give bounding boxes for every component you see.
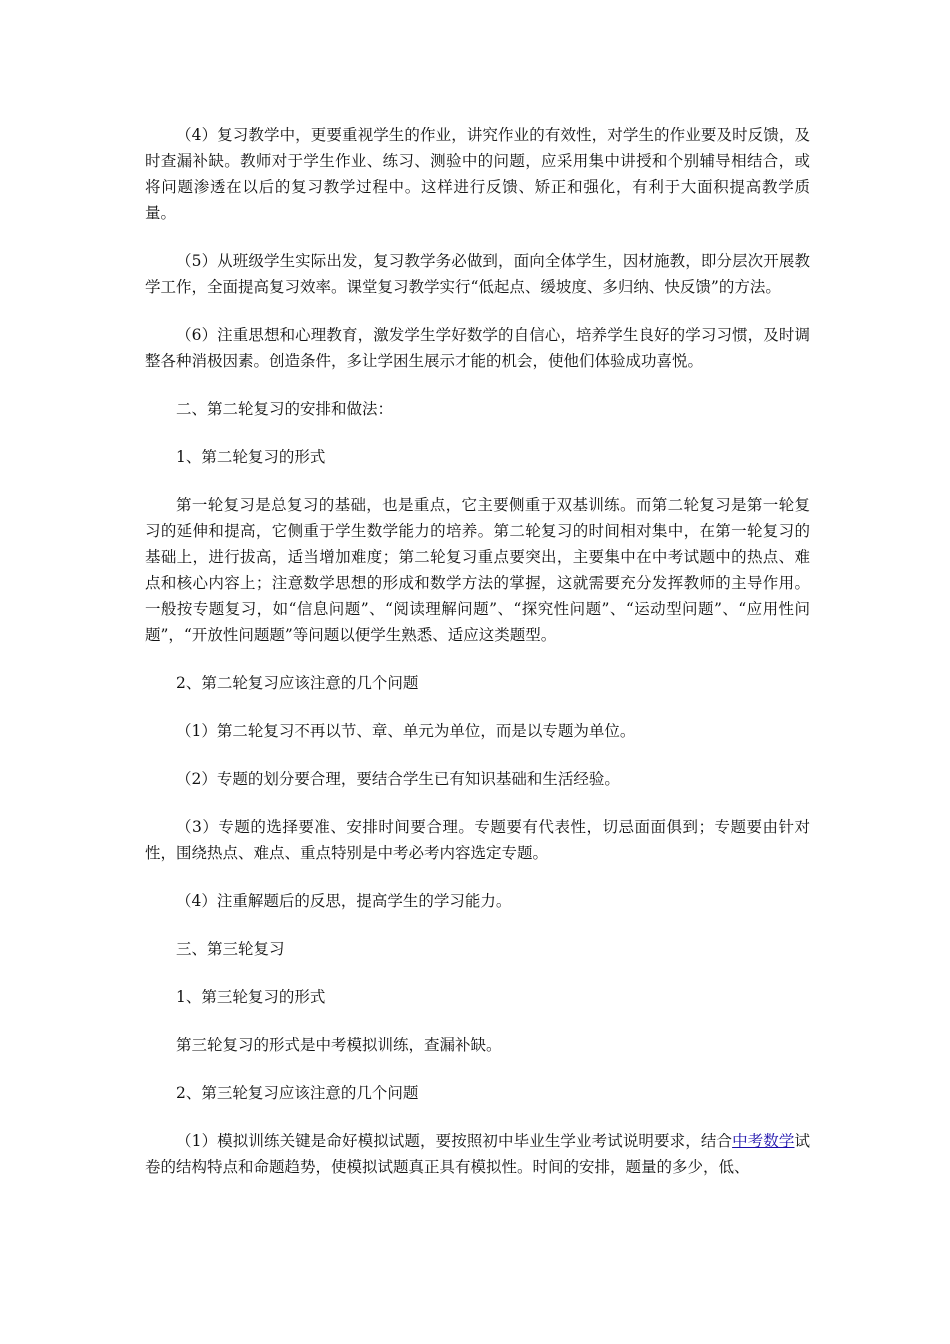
paragraph-class-reality: （5）从班级学生实际出发，复习教学务必做到，面向全体学生，因材施教，即分层次开展教学工作，全面提高复习效率。课堂复习教学实行“低起点、缓坡度、多归纳、快反馈”的方法。 <box>145 252 810 296</box>
section-heading-second-round: 二、第二轮复习的安排和做法： <box>176 400 394 418</box>
subheading-third-round-form: 1、第三轮复习的形式 <box>176 988 326 1006</box>
list-item-topic-selection: （3）专题的选择要准、安排时间要合理。专题要有代表性，切忌面面俱到；专题要由针对性，围绕热点、难点、重点特别是中考必考内容选定专题。 <box>145 818 810 862</box>
subheading-second-round-form: 1、第二轮复习的形式 <box>176 448 326 466</box>
subheading-second-round-issues: 2、第二轮复习应该注意的几个问题 <box>176 674 419 692</box>
paragraph-third-round-form: 第三轮复习的形式是中考模拟训练，查漏补缺。 <box>176 1036 502 1054</box>
paragraph-psychology-education: （6）注重思想和心理教育，激发学生学好数学的自信心，培养学生良好的学习习惯，及时调整各种消极因素。创造条件，多让学困生展示才能的机会，使他们体验成功喜悦。 <box>145 326 810 370</box>
subheading-third-round-issues: 2、第三轮复习应该注意的几个问题 <box>176 1084 419 1102</box>
paragraph-homework-feedback: （4）复习教学中，更要重视学生的作业，讲究作业的有效性，对学生的作业要及时反馈，及时查漏补缺。教师对于学生作业、练习、测验中的问题，应采用集中讲授和个别辅导相结合，或将问题渗透在以后的复习教学过程中。这样进行反馈、矫正和强化，有利于大面积提高教学质量。 <box>145 126 810 222</box>
document-body <box>145 122 810 1202</box>
mock-training-text-after: 试卷的结构特点和命题趋势，使模拟试题真正具有模拟性。时间的安排，题量的多少，低、 <box>145 1132 810 1176</box>
math-exam-link[interactable]: 中考数学 <box>732 1132 795 1150</box>
list-item-reflection: （4）注重解题后的反思，提高学生的学习能力。 <box>176 892 512 910</box>
mock-training-text-before: （1）模拟训练关键是命好模拟试题，要按照初中毕业生学业考试说明要求，结合 <box>176 1132 733 1150</box>
paragraph-mock-training <box>145 1128 810 1180</box>
list-item-topic-unit: （1）第二轮复习不再以节、章、单元为单位，而是以专题为单位。 <box>176 722 636 740</box>
list-item-topic-division: （2）专题的划分要合理，要结合学生已有知识基础和生活经验。 <box>176 770 620 788</box>
section-heading-third-round: 三、第三轮复习 <box>176 940 285 958</box>
paragraph-second-round-description: 第一轮复习是总复习的基础，也是重点，它主要侧重于双基训练。而第二轮复习是第一轮复习的延伸和提高，它侧重于学生数学能力的培养。第二轮复习的时间相对集中，在第一轮复习的基础上，进行拔高，适当增加难度；第二轮复习重点要突出，主要集中在中考试题中的热点、难点和核心内容上；注意数学思想的形成和数学方法的掌握，这就需要充分发挥教师的主导作用。一般按专题复习，如“信息问题”、“阅读理解问题”、“探究性问题”、“运动型问题”、“应用性问题”，“开放性问题题”等问题以便学生熟悉、适应这类题型。 <box>145 496 810 644</box>
